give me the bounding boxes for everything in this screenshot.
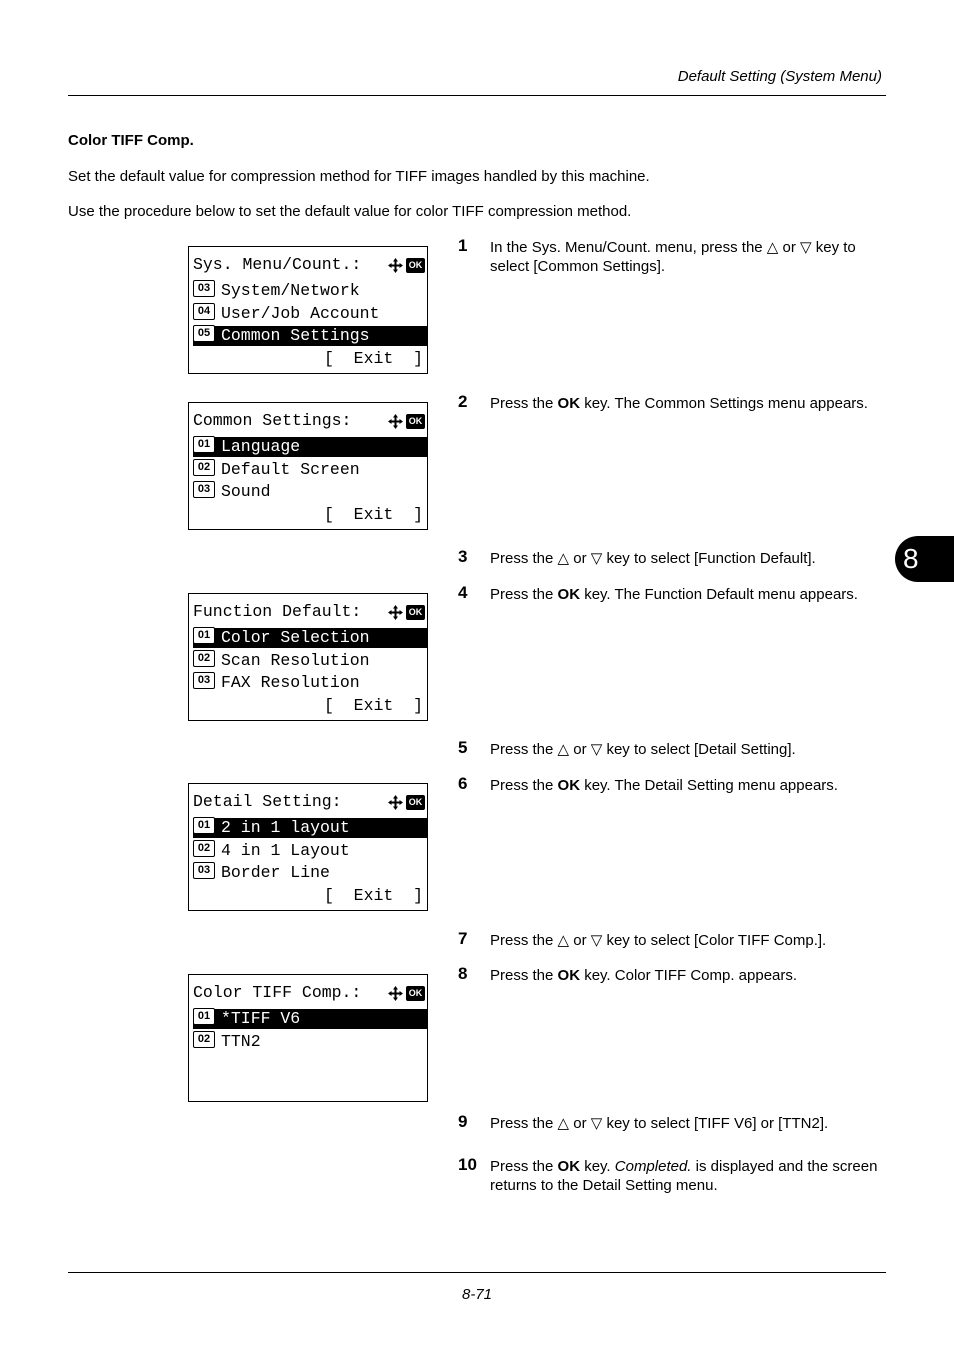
step-text-post: key. Color TIFF Comp. appears. xyxy=(580,967,798,984)
step-text-italic: Completed. xyxy=(614,1158,692,1175)
item-label: TTN2 xyxy=(221,1032,261,1051)
lcd-menu-item[interactable] xyxy=(193,673,427,693)
exit-softkey[interactable]: [ Exit ] xyxy=(323,505,423,524)
step-number: 7 xyxy=(458,929,468,948)
item-label: User/Job Account xyxy=(221,304,380,323)
item-number-badge: 02 xyxy=(193,459,215,476)
step-text xyxy=(490,394,890,413)
step-text xyxy=(490,966,890,985)
item-label: Common Settings xyxy=(221,326,370,345)
ok-key-icon: OK xyxy=(406,414,425,429)
navigation-indicator xyxy=(387,983,425,1003)
step-number: 1 xyxy=(458,236,468,255)
procedure-paragraph: Use the procedure below to set the default value for color TIFF compression method. xyxy=(68,203,632,220)
step-number: 6 xyxy=(458,774,468,793)
step-number: 4 xyxy=(458,583,468,602)
lcd-title xyxy=(193,411,427,431)
step-text-post2: is displayed and the screen returns to the Detail Setting menu. xyxy=(490,1158,878,1194)
step-text-post: key. The Common Settings menu appears. xyxy=(580,395,868,412)
item-number-badge: 02 xyxy=(193,650,215,667)
ok-key-icon: OK xyxy=(406,986,425,1001)
item-label: Sound xyxy=(221,482,271,501)
exit-softkey[interactable]: [ Exit ] xyxy=(323,886,423,905)
lcd-title xyxy=(193,255,427,275)
chapter-tab: 8 xyxy=(895,536,954,582)
step-text xyxy=(490,549,890,568)
lcd-screen xyxy=(188,246,428,374)
item-label: 2 in 1 layout xyxy=(221,818,350,837)
section-title: Color TIFF Comp. xyxy=(68,132,194,149)
lcd-screen xyxy=(188,402,428,530)
lcd-menu-item[interactable] xyxy=(193,863,427,883)
navigation-indicator xyxy=(387,411,425,431)
step-text-post: key. xyxy=(580,1158,615,1175)
lcd-menu-item[interactable] xyxy=(193,304,427,324)
lcd-menu-item[interactable] xyxy=(193,482,427,502)
step-text-bold: OK xyxy=(557,586,581,603)
item-number-badge: 01 xyxy=(193,436,215,453)
step-text xyxy=(490,740,890,759)
item-number-badge: 03 xyxy=(193,280,215,297)
step-text-pre: Press the △ or ▽ key to select [Function Default]. xyxy=(490,550,816,567)
item-number-badge: 02 xyxy=(193,840,215,857)
four-way-arrow-icon xyxy=(387,257,404,274)
step-text-bold: OK xyxy=(557,1158,581,1175)
step-text xyxy=(490,1114,890,1133)
ok-key-icon: OK xyxy=(406,795,425,810)
item-number-badge: 04 xyxy=(193,303,215,320)
lcd-screen xyxy=(188,783,428,911)
step-text-post: key. The Detail Setting menu appears. xyxy=(580,777,838,794)
item-number-badge: 01 xyxy=(193,1008,215,1025)
step-number: 5 xyxy=(458,738,468,757)
step-number: 9 xyxy=(458,1112,468,1131)
lcd-menu-item[interactable] xyxy=(193,628,427,648)
item-label: 4 in 1 Layout xyxy=(221,841,350,860)
item-label: Default Screen xyxy=(221,460,360,479)
step-number: 8 xyxy=(458,964,468,983)
step-number: 10 xyxy=(458,1155,477,1174)
step-text xyxy=(490,1157,890,1195)
step-text-bold: OK xyxy=(557,967,581,984)
lcd-menu-item[interactable] xyxy=(193,460,427,480)
item-number-badge: 03 xyxy=(193,862,215,879)
step-text-pre: Press the xyxy=(490,586,558,603)
step-text-pre: Press the △ or ▽ key to select [TIFF V6] or [TTN2]. xyxy=(490,1115,829,1132)
navigation-indicator xyxy=(387,792,425,812)
lcd-menu-item[interactable] xyxy=(193,818,427,838)
exit-softkey[interactable]: [ Exit ] xyxy=(323,349,423,368)
lcd-title xyxy=(193,792,427,812)
item-number-badge: 02 xyxy=(193,1031,215,1048)
lcd-title-text: Common Settings: xyxy=(193,411,352,430)
step-text-pre: Press the xyxy=(490,967,558,984)
item-label: FAX Resolution xyxy=(221,673,360,692)
step-text-pre: Press the xyxy=(490,777,558,794)
item-number-badge: 01 xyxy=(193,627,215,644)
step-number: 2 xyxy=(458,392,468,411)
header-rule xyxy=(68,95,886,96)
navigation-indicator xyxy=(387,602,425,622)
page-number: 8-71 xyxy=(461,1286,493,1303)
item-label: Border Line xyxy=(221,863,330,882)
navigation-indicator xyxy=(387,255,425,275)
step-text-pre: Press the △ or ▽ key to select [Color TIFF Comp.]. xyxy=(490,932,827,949)
step-text-bold: OK xyxy=(557,777,581,794)
lcd-title xyxy=(193,602,427,622)
exit-softkey[interactable]: [ Exit ] xyxy=(323,696,423,715)
lcd-screen xyxy=(188,974,428,1102)
lcd-title-text: Color TIFF Comp.: xyxy=(193,983,362,1002)
running-header: Default Setting (System Menu) xyxy=(677,68,882,85)
item-label: Scan Resolution xyxy=(221,651,370,670)
ok-key-icon: OK xyxy=(406,605,425,620)
step-number: 3 xyxy=(458,547,468,566)
step-text-pre: Press the △ or ▽ key to select [Detail Setting]. xyxy=(490,741,796,758)
lcd-menu-item[interactable] xyxy=(193,437,427,457)
item-label: System/Network xyxy=(221,281,360,300)
item-number-badge: 03 xyxy=(193,481,215,498)
intro-paragraph: Set the default value for compression method for TIFF images handled by this machine. xyxy=(68,168,650,185)
lcd-menu-item[interactable] xyxy=(193,1009,427,1029)
step-text xyxy=(490,931,890,950)
four-way-arrow-icon xyxy=(387,794,404,811)
four-way-arrow-icon xyxy=(387,413,404,430)
four-way-arrow-icon xyxy=(387,604,404,621)
ok-key-icon: OK xyxy=(406,258,425,273)
lcd-menu-item[interactable] xyxy=(193,841,427,861)
lcd-menu-item[interactable] xyxy=(193,281,427,301)
footer-rule xyxy=(68,1272,886,1273)
four-way-arrow-icon xyxy=(387,985,404,1002)
lcd-menu-item[interactable] xyxy=(193,1032,427,1052)
lcd-title-text: Function Default: xyxy=(193,602,362,621)
lcd-title xyxy=(193,983,427,1003)
step-text-pre: Press the xyxy=(490,395,558,412)
item-number-badge: 03 xyxy=(193,672,215,689)
item-label: Color Selection xyxy=(221,628,370,647)
lcd-menu-item[interactable] xyxy=(193,326,427,346)
lcd-title-text: Sys. Menu/Count.: xyxy=(193,255,362,274)
step-text-bold: OK xyxy=(557,395,581,412)
step-text xyxy=(490,776,890,795)
step-text-post: key. The Function Default menu appears. xyxy=(580,586,858,603)
lcd-menu-item[interactable] xyxy=(193,651,427,671)
item-label: *TIFF V6 xyxy=(221,1009,301,1028)
item-number-badge: 05 xyxy=(193,325,215,342)
lcd-screen xyxy=(188,593,428,721)
item-label: Language xyxy=(221,437,301,456)
step-text-pre: In the Sys. Menu/Count. menu, press the △ or ▽ key to select [Common Settings]. xyxy=(490,239,856,275)
step-text-pre: Press the xyxy=(490,1158,558,1175)
step-text xyxy=(490,585,890,604)
item-number-badge: 01 xyxy=(193,817,215,834)
lcd-title-text: Detail Setting: xyxy=(193,792,342,811)
step-text xyxy=(490,238,890,276)
